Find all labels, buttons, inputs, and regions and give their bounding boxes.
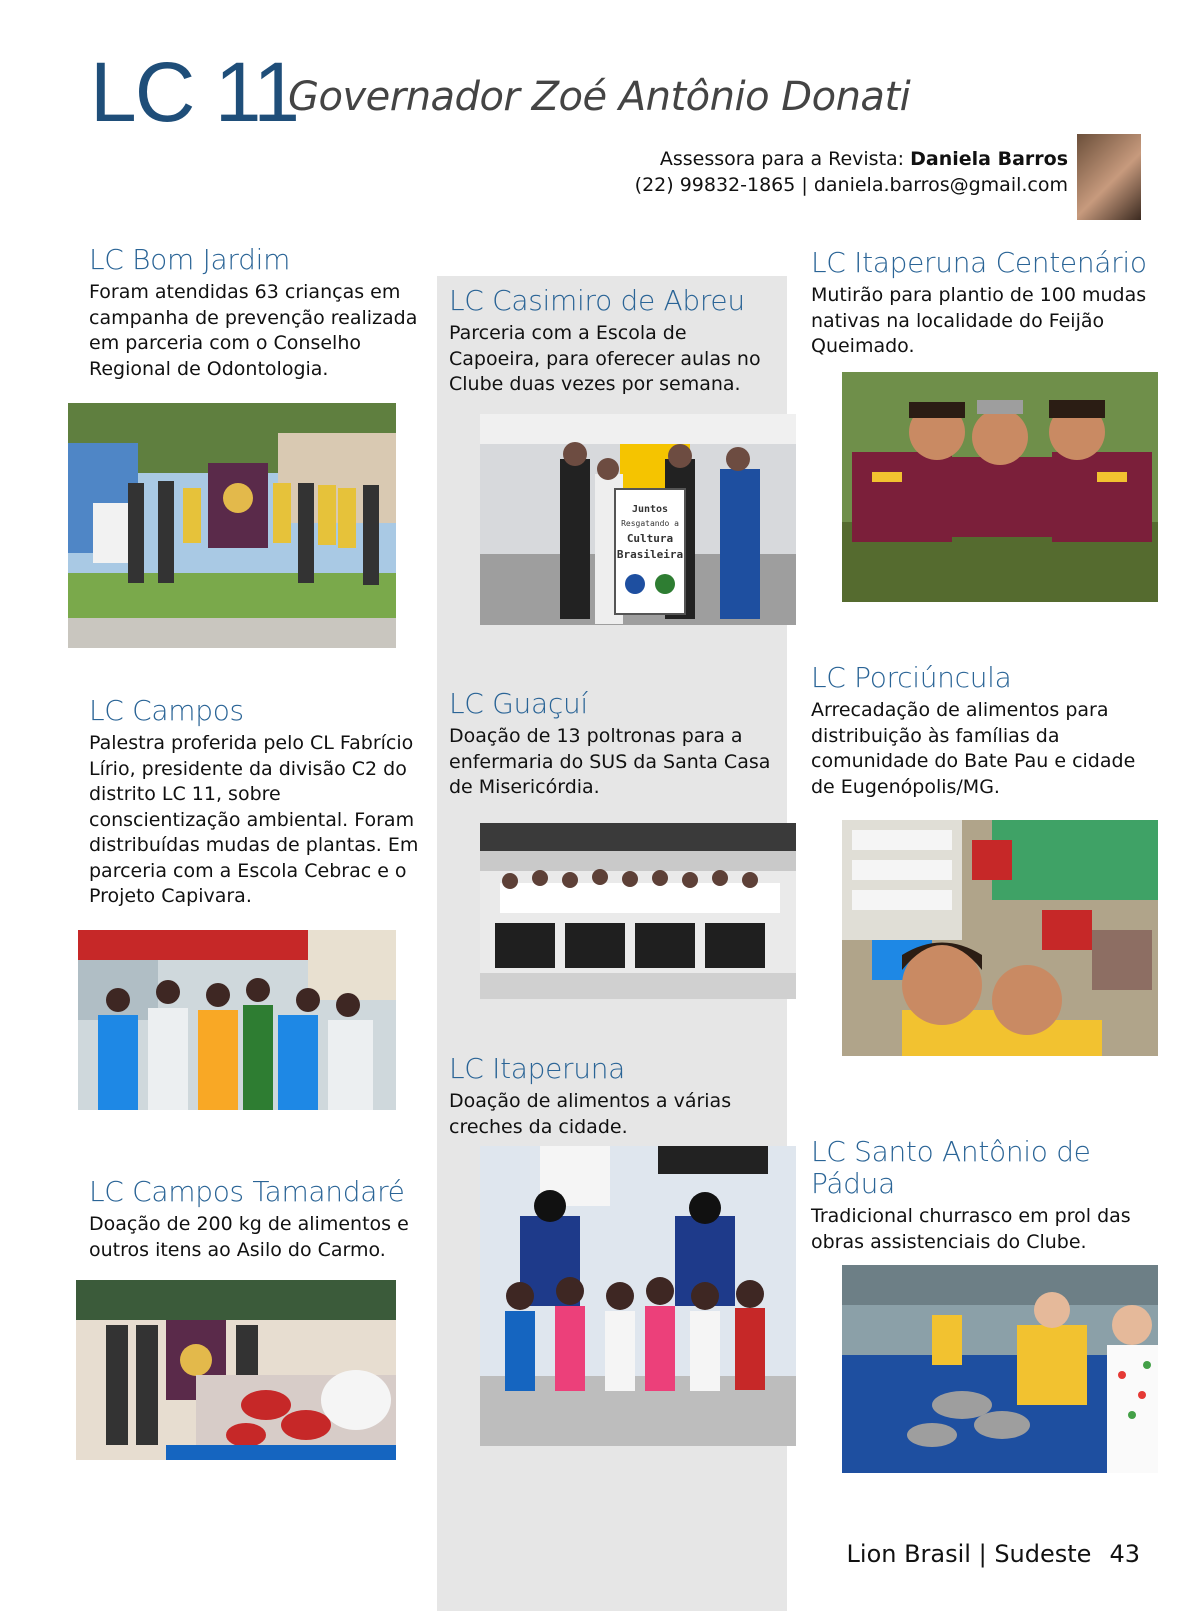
club-title: LC Guaçuí: [449, 687, 588, 720]
photo-guacui: [480, 823, 796, 999]
club-santo-antonio-de-padua: [811, 1136, 1151, 1255]
club-campos-tamandare: [89, 1176, 419, 1263]
page-footer: [847, 1540, 1140, 1568]
assessor-contact: (22) 99832-1865 | daniela.barros@gmail.com: [634, 174, 1068, 196]
magazine-section: Lion Brasil | Sudeste: [846, 1540, 1092, 1568]
assessor-name: Daniela Barros: [910, 148, 1068, 170]
club-porciuncula: [811, 662, 1151, 800]
photo-itaperuna: [480, 1146, 796, 1446]
photo-campos-tamandare: [76, 1280, 396, 1460]
club-title: LC Campos: [89, 694, 244, 727]
club-title: LC Bom Jardim: [89, 243, 291, 276]
club-text: Doação de alimentos a várias creches da cidade.: [449, 1090, 732, 1138]
photo-campos: [78, 930, 396, 1110]
club-text: Arrecadação de alimentos para distribuição às famílias da comunidade do Bate Pau e cidade de Eugenópolis/MG.: [811, 699, 1136, 798]
club-text: Tradicional churrasco em prol das obras assistenciais do Clube.: [811, 1205, 1131, 1253]
club-text: Foram atendidas 63 crianças em campanha de prevenção realizada em parceria com o Conselho Regional de Odontologia.: [89, 281, 418, 380]
assessor-prefix: Assessora para a Revista:: [659, 148, 911, 170]
photo-casimiro-de-abreu: [480, 414, 796, 625]
club-text: Doação de 200 kg de alimentos e outros itens ao Asilo do Carmo.: [89, 1213, 409, 1261]
svg-text:Cultura: Cultura: [626, 532, 674, 545]
club-text: Doação de 13 poltronas para a enfermaria do SUS da Santa Casa de Misericórdia.: [449, 725, 771, 798]
club-title: LC Campos Tamandaré: [89, 1175, 405, 1208]
governor-name: Governador Zoé Antônio Donati: [288, 74, 911, 120]
svg-text:Resgatando a: Resgatando a: [621, 519, 679, 528]
club-title: LC Casimiro de Abreu: [449, 284, 745, 317]
club-title: LC Itaperuna Centenário: [811, 246, 1147, 279]
club-text: Palestra proferida pelo CL Fabrício Lírio, presidente da divisão C2 do distrito LC 11, sobre conscientização ambiental. Foram distribuídas mudas de plantas. Em parceria com a Escola Cebrac e o Projeto Capivara.: [89, 732, 419, 907]
district-code: LC 11: [90, 45, 298, 139]
photo-santo-antonio-de-padua: [842, 1265, 1158, 1473]
club-itaperuna: [449, 1053, 779, 1140]
club-text: Mutirão para plantio de 100 mudas nativas na localidade do Feijão Queimado.: [811, 284, 1147, 357]
assessor-info: [635, 146, 1068, 198]
photo-porciuncula: [842, 820, 1158, 1056]
assessor-portrait: [1077, 134, 1141, 220]
photo-bom-jardim: [68, 403, 396, 648]
club-guacui: [449, 688, 779, 801]
svg-text:Brasileira: Brasileira: [616, 548, 684, 561]
club-campos: [89, 695, 419, 910]
club-title: LC Itaperuna: [449, 1052, 626, 1085]
svg-text:Juntos: Juntos: [631, 504, 669, 515]
club-casimiro-de-abreu: [449, 285, 779, 398]
club-title: LC Porciúncula: [811, 661, 1012, 694]
club-bom-jardim: [89, 244, 419, 382]
club-itaperuna-centenario: [811, 247, 1151, 360]
page-number: 43: [1109, 1540, 1140, 1568]
club-title: LC Santo Antônio de Pádua: [811, 1135, 1091, 1200]
club-text: Parceria com a Escola de Capoeira, para oferecer aulas no Clube duas vezes por semana.: [449, 322, 761, 395]
photo-itaperuna-centenario: [842, 372, 1158, 602]
